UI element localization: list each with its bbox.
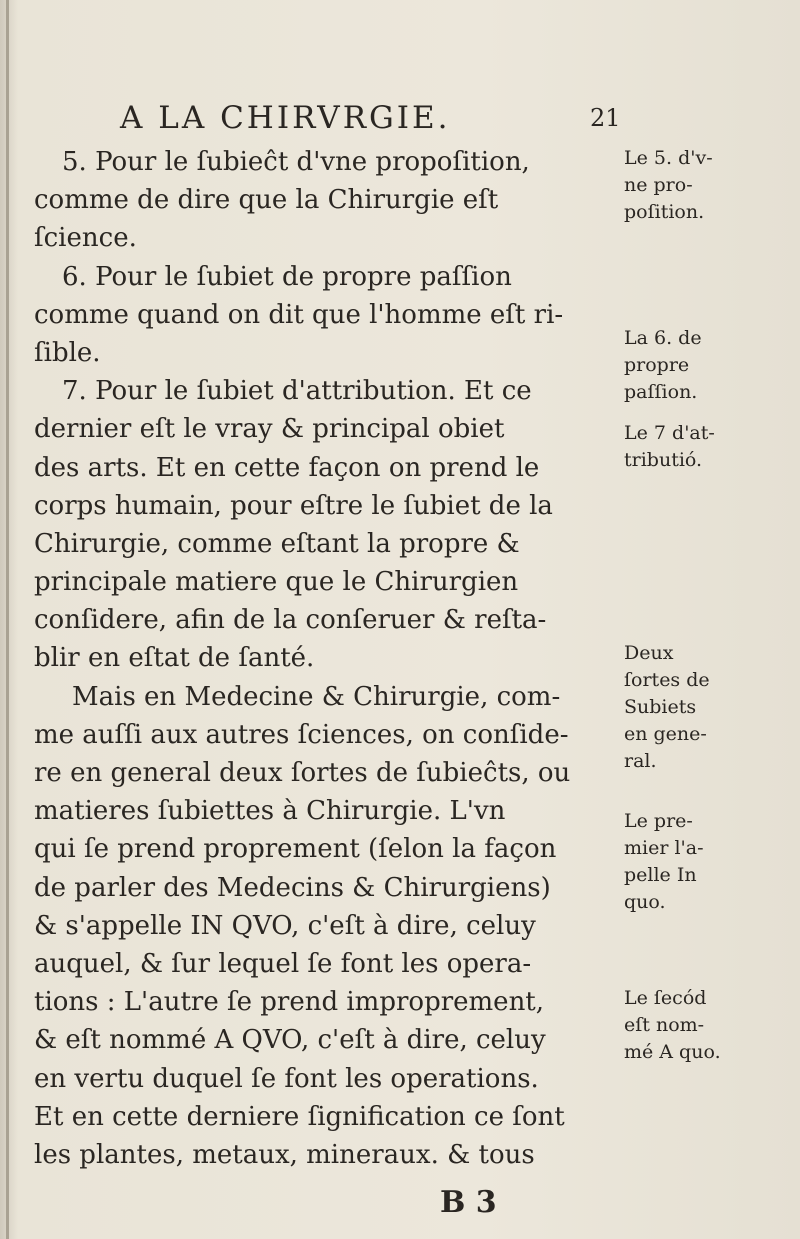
margin-note-line: ſortes de (624, 669, 710, 691)
text-line: ſcience. (34, 223, 137, 254)
text-line: comme quand on dit que l'homme eſt ri- (34, 299, 564, 330)
margin-note-5 (624, 808, 704, 916)
margin-note-line: Le 5. d'v- (624, 147, 713, 169)
margin-note-line: Le pre- (624, 810, 693, 832)
margin-note-line: mier l'a- (624, 837, 704, 859)
text-line: 6. Pour le ſubiet de propre paſſion (62, 261, 512, 292)
page-gutter (6, 0, 9, 1239)
text-line: dernier eſt le vray & principal obiet (34, 414, 505, 445)
margin-note-line: eſt nom- (624, 1014, 705, 1036)
text-line: les plantes, metaux, mineraux. & tous (34, 1139, 535, 1170)
text-line: des arts. Et en cette façon on prend le (34, 452, 540, 483)
margin-note-line: ral. (624, 750, 657, 772)
margin-note-line: Subiets (624, 696, 697, 718)
margin-note-line: quo. (624, 891, 666, 913)
margin-note-line: propre (624, 354, 690, 376)
text-line: 5. Pour le ſubieĉt d'vne propoſition, (62, 147, 530, 177)
margin-note-3 (624, 420, 715, 474)
text-line: qui ſe prend proprement (ſelon la façon (34, 834, 557, 865)
margin-note-line: tributió. (624, 449, 703, 471)
signature-mark: B 3 (440, 1185, 497, 1220)
text-line: en vertu duquel ſe font les operations. (34, 1063, 539, 1094)
margin-note-line: paſſion. (624, 381, 698, 403)
text-line: ſible. (34, 337, 101, 368)
margin-note-4 (624, 640, 710, 775)
text-line: comme de dire que la Chirurgie eſt (34, 185, 499, 216)
text-line: tions : L'autre ſe prend improprement, (34, 987, 545, 1018)
margin-note-line: pelle In (624, 864, 697, 886)
running-head: A LA CHIRVRGIE. (120, 100, 451, 136)
margin-note-line: ne pro- (624, 174, 693, 196)
text-line: & s'appelle IN QVO, c'eſt à dire, celuy (34, 910, 536, 941)
text-line: blir en eſtat de ſanté. (34, 643, 315, 674)
text-line: corps humain, pour eſtre le ſubiet de la (34, 490, 553, 521)
margin-note-line: mé A quo. (624, 1041, 721, 1063)
text-line: 7. Pour le ſubiet d'attribution. Et ce (62, 376, 532, 407)
margin-note-line: La 6. de (624, 327, 702, 349)
margin-note-line: Le 7 d'at- (624, 422, 715, 444)
margin-note-line: en gene- (624, 723, 707, 745)
page-number: 21 (590, 104, 621, 132)
margin-note-line: Le ſecód (624, 987, 707, 1009)
margin-note-line: poſition. (624, 201, 705, 223)
margin-note-1 (624, 145, 713, 226)
text-line: re en general deux ſortes de ſubieĉts, ou (34, 758, 571, 788)
text-line: Et en cette derniere ſignification ce ſont (34, 1101, 565, 1132)
main-text-block (34, 143, 624, 1174)
margin-note-6 (624, 985, 721, 1066)
text-line: auquel, & ſur lequel ſe font les opera- (34, 948, 532, 979)
text-line: & eſt nommé A QVO, c'eſt à dire, celuy (34, 1025, 546, 1056)
margin-note-2 (624, 325, 702, 406)
text-line: matieres ſubiettes à Chirurgie. L'vn (34, 796, 506, 827)
text-line: Chirurgie, comme eſtant la propre & (34, 528, 520, 559)
page-header (120, 100, 620, 140)
text-line: conſidere, afin de la conſeruer & reſta- (34, 605, 547, 636)
text-line: principale matiere que le Chirurgien (34, 567, 519, 598)
margin-note-line: Deux (624, 642, 674, 664)
text-line: Mais en Medecine & Chirurgie, com- (72, 681, 561, 712)
text-line: me auſſi aux autres ſciences, on conſide- (34, 719, 569, 750)
text-line: de parler des Medecins & Chirurgiens) (34, 872, 551, 903)
